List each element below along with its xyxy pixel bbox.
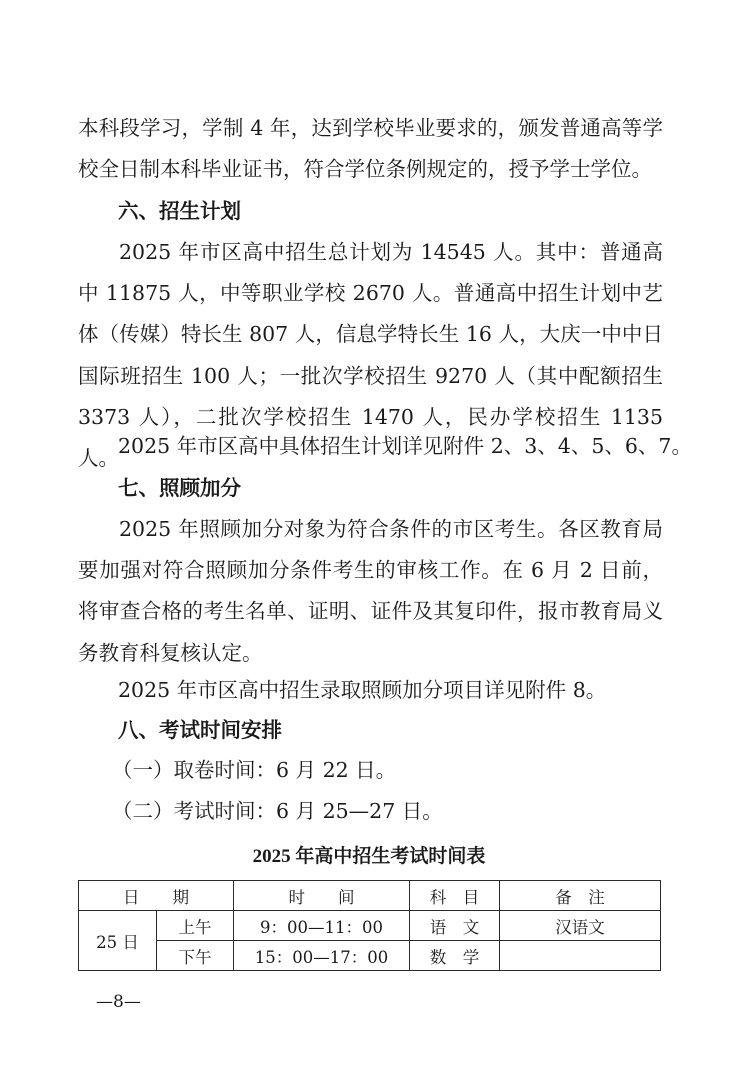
item-exam-time: （二）考试时间：6 月 25—27 日。	[112, 799, 443, 823]
paragraph-plan-attachments: 2025 年市区高中具体招生计划详见附件 2、3、4、5、6、7。	[118, 434, 692, 458]
cell-time: 15：00—17：00	[234, 941, 410, 971]
table-title: 2025 年高中招生考试时间表	[252, 846, 486, 867]
header-subject: 科 目	[410, 881, 500, 911]
page-number: —8—	[96, 992, 141, 1012]
item-paper-pickup-time: （一）取卷时间：6 月 22 日。	[112, 758, 397, 782]
table-row	[79, 941, 661, 971]
heading-bonus-points: 七、照顾加分	[118, 476, 241, 500]
cell-date: 25 日	[79, 911, 157, 971]
cell-period: 上午	[157, 911, 234, 941]
table-header-row	[79, 881, 661, 911]
heading-exam-schedule: 八、考试时间安排	[118, 718, 282, 742]
header-date: 日 期	[79, 881, 234, 911]
paragraph-bonus-attachment: 2025 年市区高中招生录取照顾加分项目详见附件 8。	[118, 678, 607, 702]
cell-period: 下午	[157, 941, 234, 971]
paragraph-enrollment-plan-text: 2025 年市区高中招生总计划为 14545 人。其中：普通高中 11875 人，中等职业学校 2670 人。普通高中招生计划中艺体（传媒）特长生 807 人，信息学特长生 16 人，大庆一中中日国际班招生 100 人；一批次学校招生 9270 人（其中配额招生 3373 人），二批次学校招生 1470 人，民办学校招生 1135 人。	[78, 240, 663, 471]
table-row	[79, 911, 661, 941]
exam-schedule-table	[78, 880, 661, 971]
paragraph-bonus-points	[78, 509, 663, 674]
cell-time: 9：00—11：00	[234, 911, 410, 941]
cell-note	[500, 941, 661, 971]
paragraph-bonus-points-text: 2025 年照顾加分对象为符合条件的市区考生。各区教育局要加强对符合照顾加分条件考生的审核工作。在 6 月 2 日前，将审查合格的考生名单、证明、证件及其复印件，报市教育局义务教育科复核认定。	[78, 517, 663, 665]
header-note: 备 注	[500, 881, 661, 911]
header-time: 时 间	[234, 881, 410, 911]
paragraph-degree: 本科段学习，学制 4 年，达到学校毕业要求的，颁发普通高等学校全日制本科毕业证书，符合学位条例规定的，授予学士学位。	[78, 116, 663, 182]
cell-note: 汉语文	[500, 911, 661, 941]
cell-subject: 数 学	[410, 941, 500, 971]
heading-enrollment-plan: 六、招生计划	[118, 199, 241, 223]
cell-subject: 语 文	[410, 911, 500, 941]
